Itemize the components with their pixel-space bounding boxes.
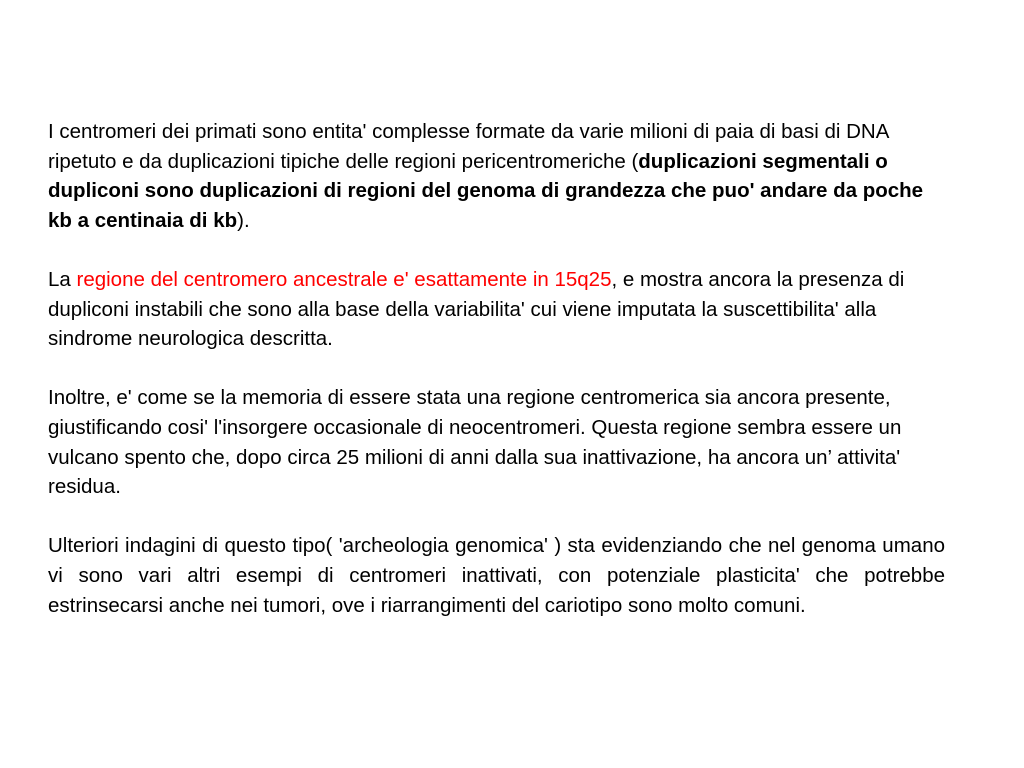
paragraph-ancestral-region	[48, 265, 945, 354]
paragraph-2-lead: La	[48, 267, 77, 291]
slide-content	[48, 117, 945, 650]
paragraph-2-highlight: regione del centromero ancestrale e' esattamente in 15q25	[76, 267, 612, 291]
paragraph-1-text: I centromeri dei primati sono entita' complesse formate da varie milioni di paia di basi di DNA ripetuto e da duplicazioni tipiche delle regioni pericentromeriche (	[48, 120, 889, 173]
paragraph-1-bold-definition: duplicazioni segmentali o dupliconi sono duplicazioni di regioni del genoma di grandezza che puo' andare da poche kb a centinaia di kb	[48, 149, 924, 232]
paragraph-2-text: , e mostra ancora la presenza di dupliconi instabili che sono alla base della variabilita' cui viene imputata la suscettibilita' alla sindrome neurologica descritta.	[48, 267, 905, 351]
paragraph-memory	[48, 383, 945, 501]
paragraph-3-text: Inoltre, e' come se la memoria di essere stata una regione centromerica sia ancora presente, giustificando cosi' l'insorgere occasionale di neocentromeri. Questa regione sembra essere un vulcano spento che, dopo circa 25 milioni di anni dalla sua inattivazione, ha ancora un’ attivita' residua.	[48, 386, 902, 499]
paragraph-4-text: Ulteriori indagini di questo tipo( 'archeologia genomica' ) sta evidenziando che nel genoma umano vi sono vari altri esempi di centromeri inattivati, con potenziale plasticita' che potrebbe estrinsecarsi anche nei tumori, ove i riarrangimenti del cariotipo sono molto comuni.	[48, 534, 945, 617]
paragraph-centromeres	[48, 117, 945, 235]
paragraph-further-research	[48, 531, 945, 620]
paragraph-1-closing: ).	[237, 208, 250, 232]
